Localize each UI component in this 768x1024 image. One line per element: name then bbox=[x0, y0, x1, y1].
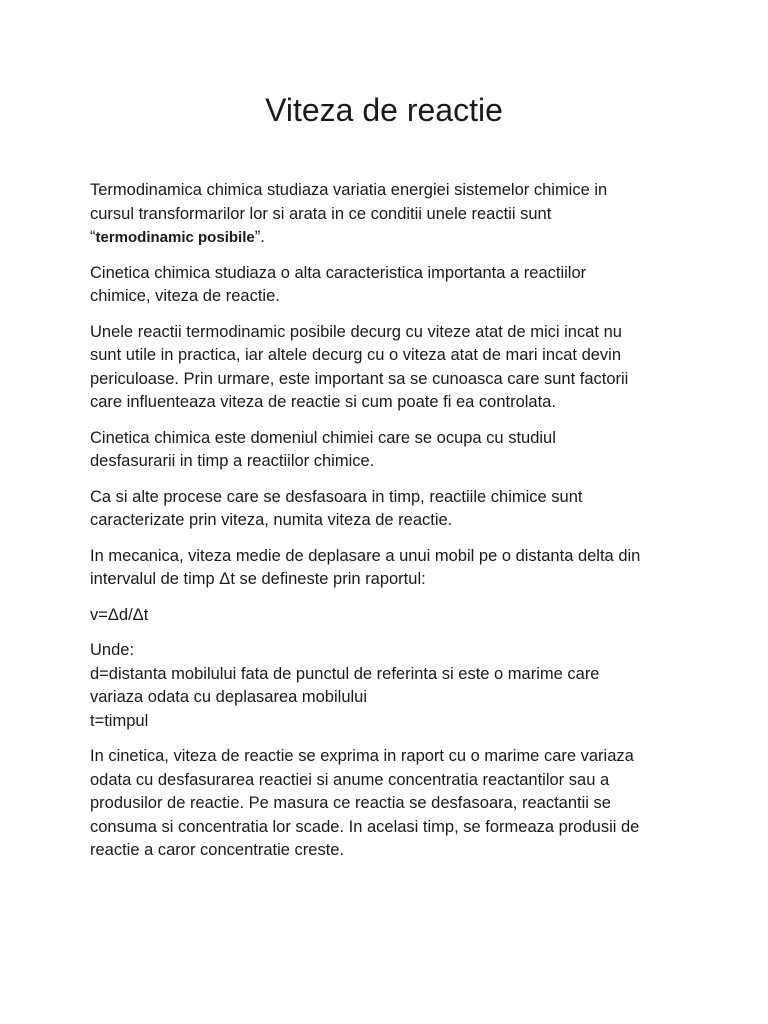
paragraph-line: d=distanta mobilului fata de punctul de referinta si este o marime care bbox=[90, 664, 600, 683]
paragraph-kinetics-intro bbox=[90, 262, 690, 309]
bold-phrase: termodinamic posibile bbox=[95, 229, 255, 246]
paragraph-line: Unele reactii termodinamic posibile decurg cu viteze atat de mici incat nu bbox=[90, 322, 622, 341]
quote-open: “ bbox=[90, 228, 96, 246]
paragraph-line: consuma si concentratia lor scade. In acelasi timp, se formeaza produsii de bbox=[90, 817, 640, 836]
paragraph-line: Termodinamica chimica studiaza variatia energiei sistemelor chimice in bbox=[90, 181, 608, 199]
formula: v=Δd/Δt bbox=[90, 605, 149, 624]
paragraph-processes bbox=[90, 486, 690, 533]
paragraph-line: periculoase. Prin urmare, este important sa se cunoasca care sunt factorii bbox=[90, 369, 629, 388]
paragraph-line: odata cu desfasurarea reactiei si anume concentratia reactantilor sau a bbox=[90, 770, 610, 789]
paragraph-line: Ca si alte procese care se desfasoara in timp, reactiile chimice sunt bbox=[90, 487, 583, 506]
paragraph-line: care influenteaza viteza de reactie si cum poate fi ea controlata. bbox=[90, 393, 556, 411]
paragraph-line: caracterizate prin viteza, numita viteza de reactie. bbox=[90, 511, 453, 529]
paragraph-line: produsilor de reactie. Pe masura ce reactia se desfasoara, reactantii se bbox=[90, 794, 611, 812]
paragraph-line: Unde: bbox=[90, 641, 135, 659]
paragraph-definitions bbox=[90, 639, 690, 733]
paragraph-line: intervalul de timp Δt se defineste prin raportul: bbox=[90, 570, 426, 588]
paragraph-line: reactie a caror concentratie creste. bbox=[90, 841, 345, 859]
paragraph-thermodynamics bbox=[90, 179, 690, 250]
paragraph-line: Cinetica chimica este domeniul chimiei care se ocupa cu studiul bbox=[90, 428, 556, 447]
paragraph-line: desfasurarii in timp a reactiilor chimice. bbox=[90, 452, 375, 470]
paragraph-kinetics-rate bbox=[90, 745, 690, 863]
quote-close: ”. bbox=[254, 228, 265, 246]
paragraph-line: cursul transformarilor lor si arata in ce conditii unele reactii sunt bbox=[90, 204, 552, 223]
paragraph-line: Cinetica chimica studiaza o alta caracteristica importanta a reactiilor bbox=[90, 263, 587, 282]
paragraph-line bbox=[90, 226, 690, 250]
paragraph-mechanics bbox=[90, 545, 690, 592]
paragraph-line: variaza odata cu deplasarea mobilului bbox=[90, 688, 368, 706]
document-title: Viteza de reactie bbox=[265, 92, 503, 128]
paragraph-line: In cinetica, viteza de reactie se exprima in raport cu o marime care variaza bbox=[90, 747, 634, 765]
paragraph-line: t=timpul bbox=[90, 711, 149, 730]
paragraph-kinetics-definition bbox=[90, 427, 690, 474]
paragraph-line: In mecanica, viteza medie de deplasare a unui mobil pe o distanta delta din bbox=[90, 546, 641, 565]
paragraph-reaction-speeds bbox=[90, 321, 690, 415]
paragraph-line: sunt utile in practica, iar altele decurg cu o viteza atat de mari incat devin bbox=[90, 346, 622, 364]
document-body bbox=[90, 179, 690, 875]
paragraph-line: chimice, viteza de reactie. bbox=[90, 287, 280, 305]
